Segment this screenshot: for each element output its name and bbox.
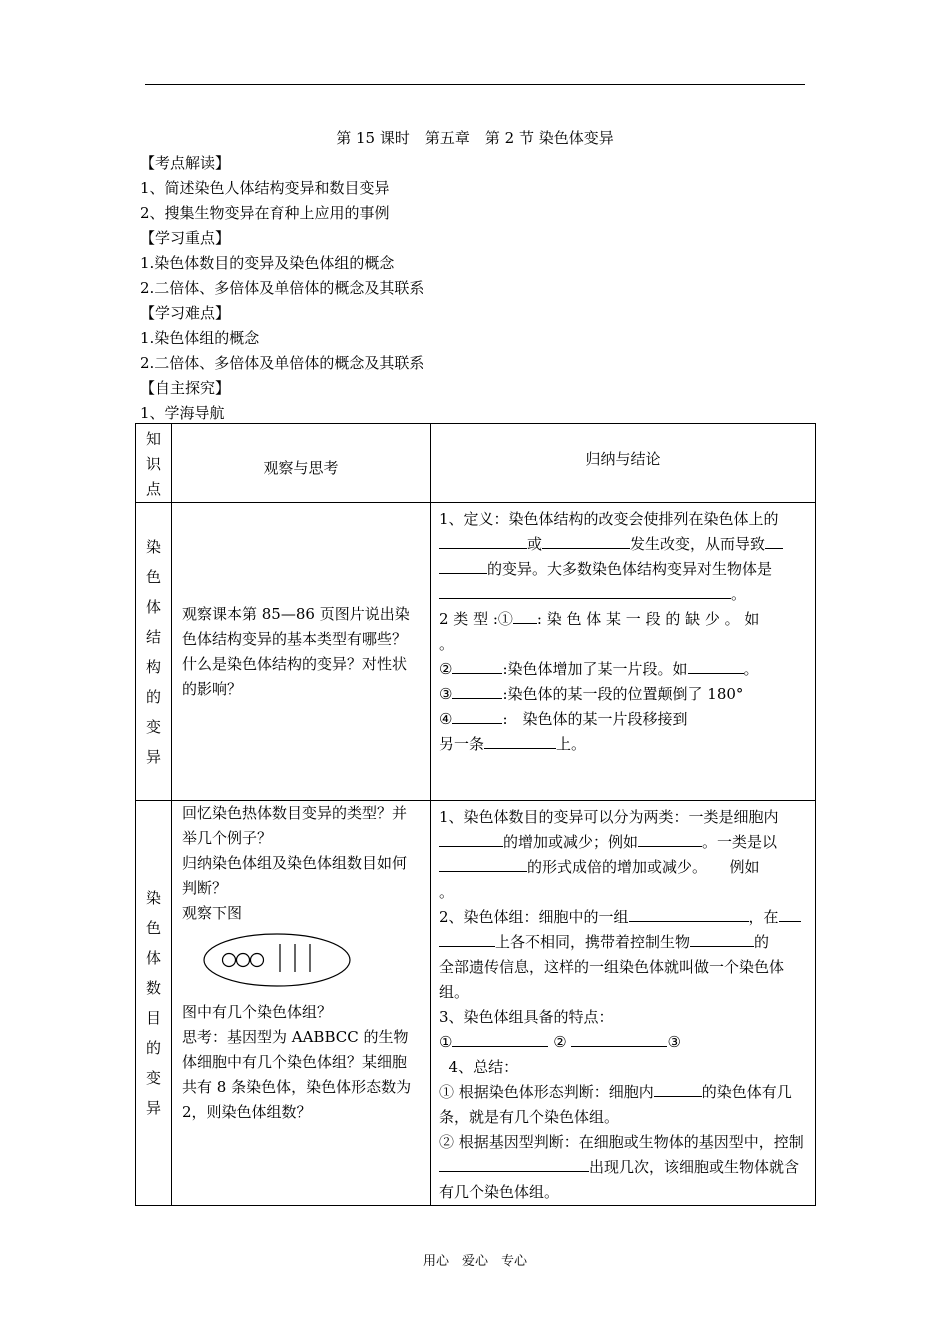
blank[interactable]	[452, 682, 502, 699]
row-label-number: 染色体数目的变异	[136, 801, 172, 1206]
page-title: 第 15 课时 第五章 第 2 节 染色体变异	[336, 129, 614, 147]
section-heading-explore: 【自主探究】	[140, 379, 231, 397]
blank[interactable]	[484, 732, 556, 749]
row-label-structure: 染色体结构的变异	[136, 503, 172, 801]
header-knowledge-point: 知识点	[136, 424, 172, 503]
table-row-structure	[136, 503, 816, 801]
blank[interactable]	[690, 930, 754, 947]
header-observe-think: 观察与思考	[172, 424, 431, 503]
section-heading-difficulty: 【学习难点】	[140, 304, 231, 322]
blank[interactable]	[779, 905, 801, 922]
chromosome-oval-figure	[202, 932, 420, 996]
blank[interactable]	[688, 657, 744, 674]
blank[interactable]	[452, 707, 502, 724]
blank[interactable]	[571, 1030, 667, 1047]
intro-line: 1.染色体数目的变异及染色体组的概念	[140, 254, 395, 272]
intro-line: 2、搜集生物变异在育种上应用的事例	[140, 204, 390, 222]
blank[interactable]	[439, 1155, 589, 1172]
blank[interactable]	[542, 532, 630, 549]
study-table	[135, 423, 816, 1206]
blank[interactable]	[513, 607, 537, 624]
intro-line: 1.染色体组的概念	[140, 329, 260, 347]
blank[interactable]	[765, 532, 783, 549]
table-header-row	[136, 424, 816, 503]
page-footer: 用心 爱心 专心	[422, 1254, 527, 1269]
blank[interactable]	[439, 582, 731, 599]
chromosome-diagram	[202, 932, 352, 988]
observe-cell-structure: 观察课本第 85—86 页图片说出染色体结构变异的基本类型有哪些？什么是染色体结构的变异？对性状的影响？	[172, 503, 431, 801]
blank[interactable]	[439, 532, 527, 549]
intro-line: 1、简述染色人体结构变异和数目变异	[140, 179, 390, 197]
intro-line: 1、学海导航	[140, 404, 225, 422]
section-heading-focus: 【学习重点】	[140, 229, 231, 247]
blank[interactable]	[638, 830, 702, 847]
intro-line: 2.二倍体、多倍体及单倍体的概念及其联系	[140, 354, 425, 372]
observe-cell-number: 回忆染色热体数目变异的类型？并举几个例子？ 归纳染色体组及染色体组数目如何判断？ 观察下图 图中有几个染色体组？ 思考：基因型为 AABBCC 的生物体细胞中有几个染色体组？某细胞共有 8 条染色体，染色体形态数为 2，则染色体组数？	[172, 801, 431, 1206]
section-heading-exam: 【考点解读】	[140, 154, 231, 172]
blank[interactable]	[452, 657, 502, 674]
header-conclusion: 归纳与结论	[431, 424, 816, 503]
blank[interactable]	[439, 557, 487, 574]
blank[interactable]	[439, 930, 495, 947]
conclusion-cell-number: 1、染色体数目的变异可以分为两类：一类是细胞内 的增加或减少；例如 。一类是以 的形式成倍的增加或减少。 例如 。 2、染色体组：细胞中的一组 ，在 上各不相同，携带着控制生物 的 全部遗传信息，这样的一组染色体就叫做一个染色体组。 3、染色体组具备的特点： ① ② ③ 4、总结： ① 根据染色体形态判断：细胞内 的染色体有几条，就是有几个染色体组。 ② 根据基因型判断：在细胞或生物体的基因型中，控制出现几次，该细胞或生物体就含有几个染色体组。	[431, 801, 816, 1206]
header-rule	[145, 84, 805, 85]
blank[interactable]	[629, 905, 749, 922]
blank[interactable]	[439, 855, 527, 872]
conclusion-cell-structure: 1、定义：染色体结构的改变会使排列在染色体上的 或 发生改变，从而导致 的变异。大多数染色体结构变异对生物体是 。 2 类 型 :① : 染 色 体 某 一 段 的 缺 少 。 如 。 ② :染色体增加了某一片段。如 。 ③ :染色体的某一段的位置颠倒了 180° ④ : 染色体的某一片段移接到 另一条 上。	[431, 503, 816, 801]
blank[interactable]	[452, 1030, 548, 1047]
table-row-number	[136, 801, 816, 1206]
blank[interactable]	[439, 830, 503, 847]
blank[interactable]	[654, 1080, 702, 1097]
intro-line: 2.二倍体、多倍体及单倍体的概念及其联系	[140, 279, 425, 297]
